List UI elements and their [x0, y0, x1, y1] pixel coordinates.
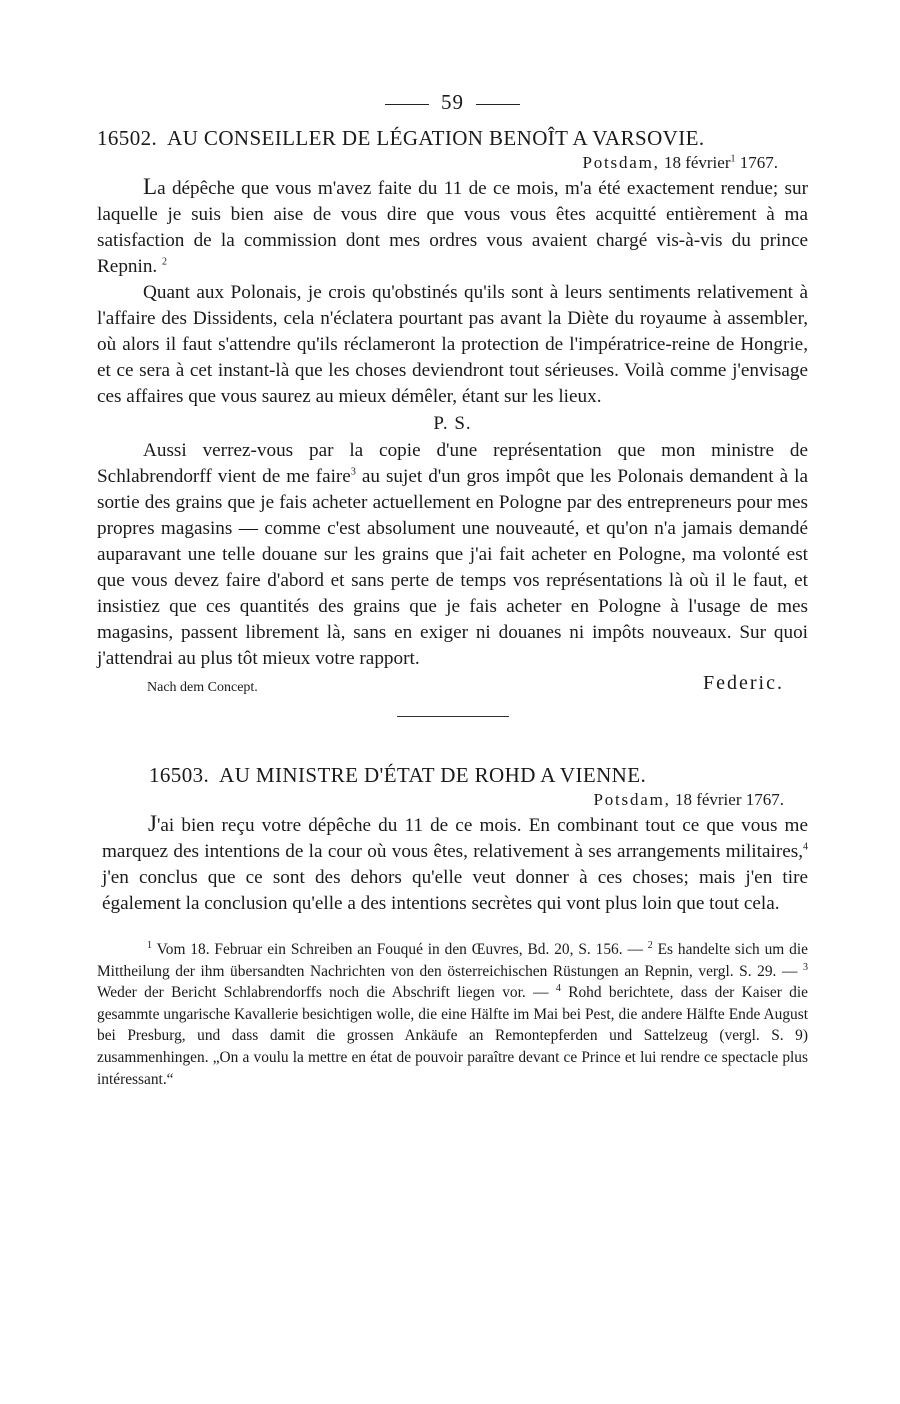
paragraph-text: 'ai bien reçu votre dépêche du 11 de ce mois. En combinant tout ce que vous me marquez des intentions de la cour où vous êtes, relativement à ses arrangements militaires,: [102, 815, 808, 862]
page-number: 59: [441, 90, 464, 114]
footnotes: [97, 939, 808, 1090]
place: Potsdam,: [593, 790, 671, 809]
footnote-ref-4: 4: [803, 841, 808, 853]
letter-heading-16503: [97, 761, 808, 789]
footnote-ref-1: 1: [730, 153, 736, 165]
page: [97, 84, 808, 1090]
footnote-ref-2: 2: [162, 256, 168, 268]
date-year: 1767.: [739, 153, 778, 172]
paragraph: [97, 174, 808, 280]
running-head: [97, 84, 808, 120]
place: Potsdam,: [582, 153, 660, 172]
letter-number: 16503.: [149, 763, 210, 787]
right-dash: [476, 104, 520, 105]
separator-rule: [397, 716, 509, 717]
postscript-heading: P. S.: [433, 413, 472, 434]
footnote-ref-3: 3: [350, 466, 356, 478]
paragraph: Quant aux Polonais, je crois qu'obstinés qu'ils sont à leurs sentiments relativement à l'affaire des Dissidents, cela n'éclatera pourtant pas avant la Diète du royaume à assembler, où alors il faut s'attendre qu'ils réclameront la protection de l'impératrice-reine de Hongrie, et ce sera à cet instant-là que les choses deviendront tout sérieuses. Voilà comme j'envisage ces affaires que vous saurez au mieux démêler, étant sur les lieux.: [97, 282, 808, 407]
paragraph: [102, 811, 808, 917]
footnote-4: Rohd berichtete, dass der Kaiser die gesammte ungarische Kavallerie besichtigen wolle, die eine Hälfte im Mai bei Pest, die andere Hälfte Ende August bei Presburg, und dass damit die grossen Ankäufe an Remontepferden und Sattelzeug (vergl. S. 9) zusammenhingen. „On a voulu la mettre en état de pouvoir paraître devant ce Prince et lui rendre ce spectacle plus intéressant.“: [97, 984, 808, 1088]
footnote-marker: 2: [647, 939, 653, 951]
dateline-16502: [97, 152, 808, 174]
paragraph-text: Aussi verrez-vous par la copie d'une représentation que mon ministre de Schlabrendorff vient de me faire: [97, 440, 808, 487]
paragraph-text: j'en conclus que ce sont des dehors qu'elle veut donner à ces choses; mais j'en tire également la conclusion qu'elle a des intentions secrètes qui vont plus loin que tout cela.: [102, 867, 808, 914]
initial-letter: L: [143, 174, 158, 199]
letter-body-16503: [97, 811, 808, 917]
signature-row: [97, 672, 808, 706]
paragraph-text: au sujet d'un gros impôt que les Polonais demandent à la sortie des grains que je fais acheter actuellement en Pologne par des entrepreneurs pour mes propres magasins — comme c'est absolument une nouveauté, et qu'on n'a jamais demandé auparavant une telle douane sur les grains que j'ai fait acheter en Pologne, ma volonté est que vous devez faire d'abord et sans perte de temps vos représentations là où il le faut, et insistiez que ces quantités des grains que je fais acheter en Pologne à l'usage de mes magasins, passent librement là, sans en exiger ni douanes ni impôts nouveaux. Sur quoi j'attendrai au plus tôt mieux votre rapport.: [97, 466, 808, 669]
date: 18 février: [663, 153, 731, 172]
letter-heading-16502: [97, 124, 808, 152]
letter-title: AU MINISTRE D'ÉTAT DE ROHD A VIENNE.: [219, 763, 647, 787]
letter-body-16502: [97, 174, 808, 672]
footnote-marker: 3: [803, 961, 808, 973]
footnote-text: [97, 939, 808, 1090]
footnote-1: Vom 18. Februar ein Schreiben an Fouqué in den Œuvres, Bd. 20, S. 156. —: [156, 941, 643, 958]
footnote-marker: 1: [147, 939, 152, 951]
paragraph: [97, 438, 808, 672]
initial-letter: J: [148, 811, 157, 836]
paragraph-text: a dépêche que vous m'avez faite du 11 de ce mois, m'a été exactement rendue; sur laquelle je suis bien aise de vous dire que vous vous êtes acquitté entièrement à ma satisfaction de la commission dont mes ordres vous avaient chargé vis-à-vis du prince Repnin.: [97, 178, 808, 277]
signature: Federic.: [703, 672, 784, 694]
left-dash: [385, 104, 429, 105]
letter-title: AU CONSEILLER DE LÉGATION BENOÎT A VARSOVIE.: [167, 126, 705, 150]
footnote-marker: 4: [555, 983, 561, 995]
footnote-3: Weder der Bericht Schlabrendorffs noch die Abschrift liegen vor. —: [97, 984, 549, 1002]
date: 18 février 1767.: [674, 790, 784, 809]
letter-number: 16502.: [97, 126, 158, 150]
dateline-16503: [97, 789, 808, 811]
source-note: Nach dem Concept.: [147, 680, 258, 695]
footnote-2: Es handelte sich um die Mittheilung der ihm übersandten Nachrichten von den österreichischen Rüstungen an Repnin, vergl. S. 29. —: [97, 941, 808, 980]
